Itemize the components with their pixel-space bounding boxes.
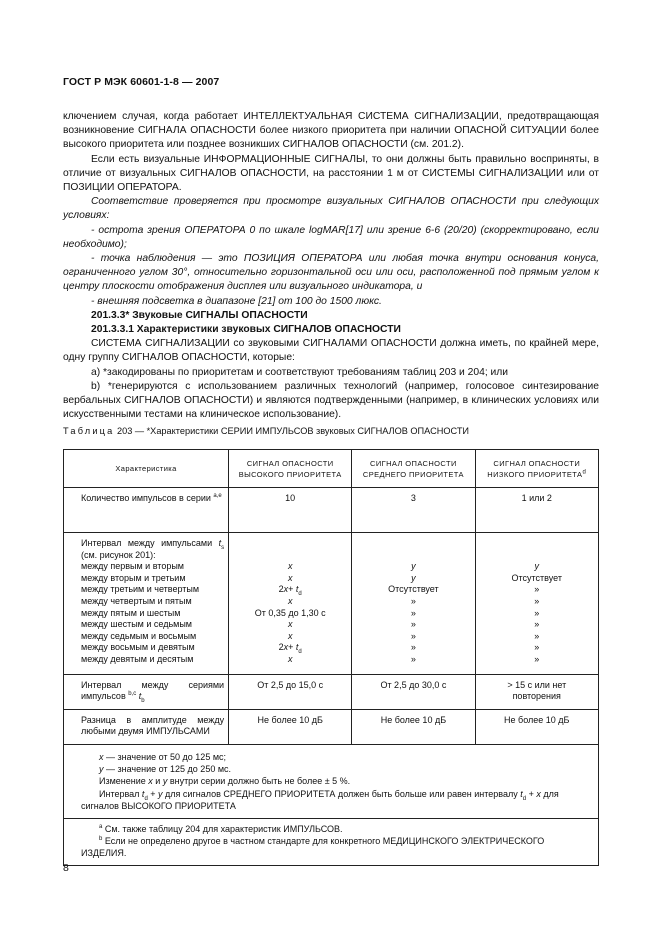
cell-medium: От 2,5 до 30,0 с <box>352 674 475 709</box>
interval-value-medium: » <box>410 642 416 653</box>
paragraph: Если есть визуальные ИНФОРМАЦИОННЫЕ СИГНАЛЫ, то они должны быть правильно восприняты, в отличие от визуальных СИГНАЛОВ ОПАСНОСТИ, на расстоянии 1 м от СИСТЕМЫ СИГНАЛИЗАЦИИ или от ПОЗИЦИИ ОПЕРАТОРА. <box>63 153 599 194</box>
paragraph: СИСТЕМА СИГНАЛИЗАЦИИ со звуковыми СИГНАЛАМИ ОПАСНОСТИ должна иметь, по крайней мере, одну группу СИГНАЛОВ ОПАСНОСТИ, которые: <box>63 338 599 364</box>
subsection-heading: 201.3.3.1 Характеристики звуковых СИГНАЛОВ ОПАСНОСТИ <box>91 324 401 336</box>
header-high-priority: СИГНАЛ ОПАСНОСТИ ВЫСОКОГО ПРИОРИТЕТА <box>229 450 352 488</box>
row-label-pulse-count: Количество импульсов в серии $^{a,e}$ <box>64 488 229 533</box>
header-low-priority: СИГНАЛ ОПАСНОСТИ НИЗКОГО ПРИОРИТЕТА$^d$ <box>475 450 598 488</box>
interval-value-high: x <box>287 619 293 630</box>
interval-value-medium: Отсутствует <box>388 584 439 595</box>
table-row <box>64 533 599 675</box>
interval-sub-label: между седьмым и восьмым <box>81 630 197 641</box>
row-label-pulse-interval: Интервал между импульсами $t_s$ (см. рисунок 201): между первым и вторым между вторым и третьим между третьим и четвертым между четвертым и пятым между пятым и шестым между шестым и седьмым между седьмым и восьмым между восьмым и девятым между девятым и десятым <box>64 533 229 675</box>
table-notes: x — значение от 50 до 125 мс; y — значение от 125 до 250 мс. Изменение x и y внутри серии должно быть не более ± 5 %. Интервал $t_d + y$ для сигналов СРЕДНЕГО ПРИОРИТЕТА должен быть больше или равен интервалу $t_d + x$ для сигналов ВЫСОКОГО ПРИОРИТЕТА <box>64 744 599 818</box>
list-item: b) *генерируются с использованием различных технологий (например, голосовое синтезирование вербальных СИГНАЛОВ ОПАСНОСТИ) и являются подтвержденными (например, в клинических условиях или искусственными тестами на клиническое использование). <box>63 380 599 421</box>
interval-sub-label: между первым и вторым <box>81 561 184 572</box>
table-edge-rule <box>598 849 599 861</box>
characteristics-table <box>63 449 599 866</box>
footnote: $^b$ Если не определено другое в частном стандарте для конкретного МЕДИЦИНСКОГО ЭЛЕКТРИЧЕСКОГО ИЗДЕЛИЯ. <box>81 835 545 859</box>
interval-value-high: x <box>287 630 293 641</box>
interval-value-low: y <box>534 561 539 572</box>
cell-low <box>475 533 598 675</box>
paragraph: ключением случая, когда работает ИНТЕЛЛЕКТУАЛЬНАЯ СИСТЕМА СИГНАЛИЗАЦИИ, предотвращающая возникновение СИГНАЛА ОПАСНОСТИ более низкого приоритета при наличии ОПАСНОЙ СИТУАЦИИ более высокого приоритета или позднее возникших СИГНАЛОВ ОПАСНОСТИ (см. 201.2). <box>63 111 599 151</box>
table-footnotes-row <box>64 818 599 865</box>
interval-value-high: От 0,35 до 1,30 с <box>254 607 326 618</box>
interval-value-low: » <box>534 595 540 606</box>
table-row <box>64 674 599 709</box>
cell-low: 1 или 2 <box>475 488 598 533</box>
interval-sub-label: между третьим и четвертым <box>81 584 200 595</box>
list-item: - острота зрения ОПЕРАТОРА 0 по шкале logMAR[17] или зрение 6-6 (20/20) (скорректировано, если необходимо); <box>63 224 599 250</box>
row-label-amplitude: Разница в амплитуде между любыми двумя ИМПУЛЬСАМИ <box>64 709 229 744</box>
interval-sub-label: между восьмым и девятым <box>81 642 195 653</box>
document-header: ГОСТ Р МЭК 60601-1-8 — 2007 <box>63 76 220 88</box>
interval-sub-label: между пятым и шестым <box>81 607 181 618</box>
interval-value-low: » <box>534 653 540 664</box>
cell-high: 10 <box>229 488 352 533</box>
section-heading: 201.3.3* Звуковые СИГНАЛЫ ОПАСНОСТИ <box>91 309 308 321</box>
interval-value-high: x <box>287 561 293 572</box>
table-caption-label: Таблица <box>63 426 115 436</box>
cell-high <box>229 533 352 675</box>
interval-sub-label: между вторым и третьим <box>81 572 186 583</box>
interval-value-high: x <box>287 572 293 583</box>
interval-value-low: » <box>534 607 540 618</box>
interval-value-low: » <box>534 642 540 653</box>
compliance-paragraph: Соответствие проверяется при просмотре визуальных СИГНАЛОВ ОПАСНОСТИ при следующих условиях: <box>63 196 599 222</box>
header-characteristic: Характеристика <box>64 450 229 488</box>
interval-value-high: $2x+ t_d$ <box>278 584 302 598</box>
interval-value-medium: » <box>410 619 416 630</box>
cell-high: От 2,5 до 15,0 с <box>229 674 352 709</box>
interval-sub-label: между девятым и десятым <box>81 653 194 664</box>
interval-value-high: x <box>287 653 293 664</box>
row-label-series-interval: Интервал между сериями импульсов $^{b,c}$ $t_b$ <box>64 674 229 709</box>
interval-value-low: Отсутствует <box>511 572 562 583</box>
footnote: $^a$ См. также таблицу 204 для характеристик ИМПУЛЬСОВ. <box>99 823 343 834</box>
cell-medium: Не более 10 дБ <box>352 709 475 744</box>
list-item: а) *закодированы по приоритетам и соответствуют требованиям таблиц 203 и 204; или <box>91 366 509 378</box>
note-interval: Интервал $t_d + y$ для сигналов СРЕДНЕГО ПРИОРИТЕТА должен быть больше или равен интервалу $t_d + x$ для сигналов ВЫСОКОГО ПРИОРИТЕТА <box>81 788 559 812</box>
interval-value-low: » <box>534 584 540 595</box>
table-row <box>64 709 599 744</box>
interval-value-medium: » <box>410 607 416 618</box>
interval-value-medium: y <box>411 561 416 572</box>
cell-low: > 15 с или нет повторения <box>475 674 598 709</box>
table-header-row <box>64 450 599 488</box>
interval-value-low: » <box>534 630 540 641</box>
note-variation: Изменение x и y внутри серии должно быть не более ± 5 %. <box>99 776 351 787</box>
body-text <box>63 110 599 422</box>
interval-value-medium: y <box>411 572 416 583</box>
interval-value-medium: » <box>410 653 416 664</box>
table-caption <box>63 426 469 436</box>
interval-value-medium: » <box>410 595 416 606</box>
interval-sub-label: между четвертым и пятым <box>81 595 192 606</box>
interval-value-high: x <box>287 595 293 606</box>
cell-medium <box>352 533 475 675</box>
page-number: 8 <box>63 862 69 874</box>
table-row <box>64 488 599 533</box>
table-notes-row <box>64 744 599 818</box>
interval-value-medium: » <box>410 630 416 641</box>
table-footnotes <box>64 818 599 865</box>
header-medium-priority: СИГНАЛ ОПАСНОСТИ СРЕДНЕГО ПРИОРИТЕТА <box>352 450 475 488</box>
list-item: - точка наблюдения — это ПОЗИЦИЯ ОПЕРАТОРА или любая точка внутри основания конуса, ограниченного углом 30°, относительно горизонтальной оси или оси, расположенной под прямым углом к центру плоскости отображения дисплея или визуального индикатора, и <box>63 253 599 293</box>
cell-medium: 3 <box>352 488 475 533</box>
interval-value-low: » <box>534 619 540 630</box>
table-caption-text: 203 — *Характеристики СЕРИИ ИМПУЛЬСОВ звуковых СИГНАЛОВ ОПАСНОСТИ <box>114 426 470 436</box>
cell-low: Не более 10 дБ <box>475 709 598 744</box>
list-item: - внешняя подсветка в диапазоне [21] от 100 до 1500 люкс. <box>91 295 382 307</box>
cell-high: Не более 10 дБ <box>229 709 352 744</box>
interval-sub-label: между шестым и седьмым <box>81 619 192 630</box>
interval-value-high: $2x+ t_d$ <box>278 642 302 656</box>
